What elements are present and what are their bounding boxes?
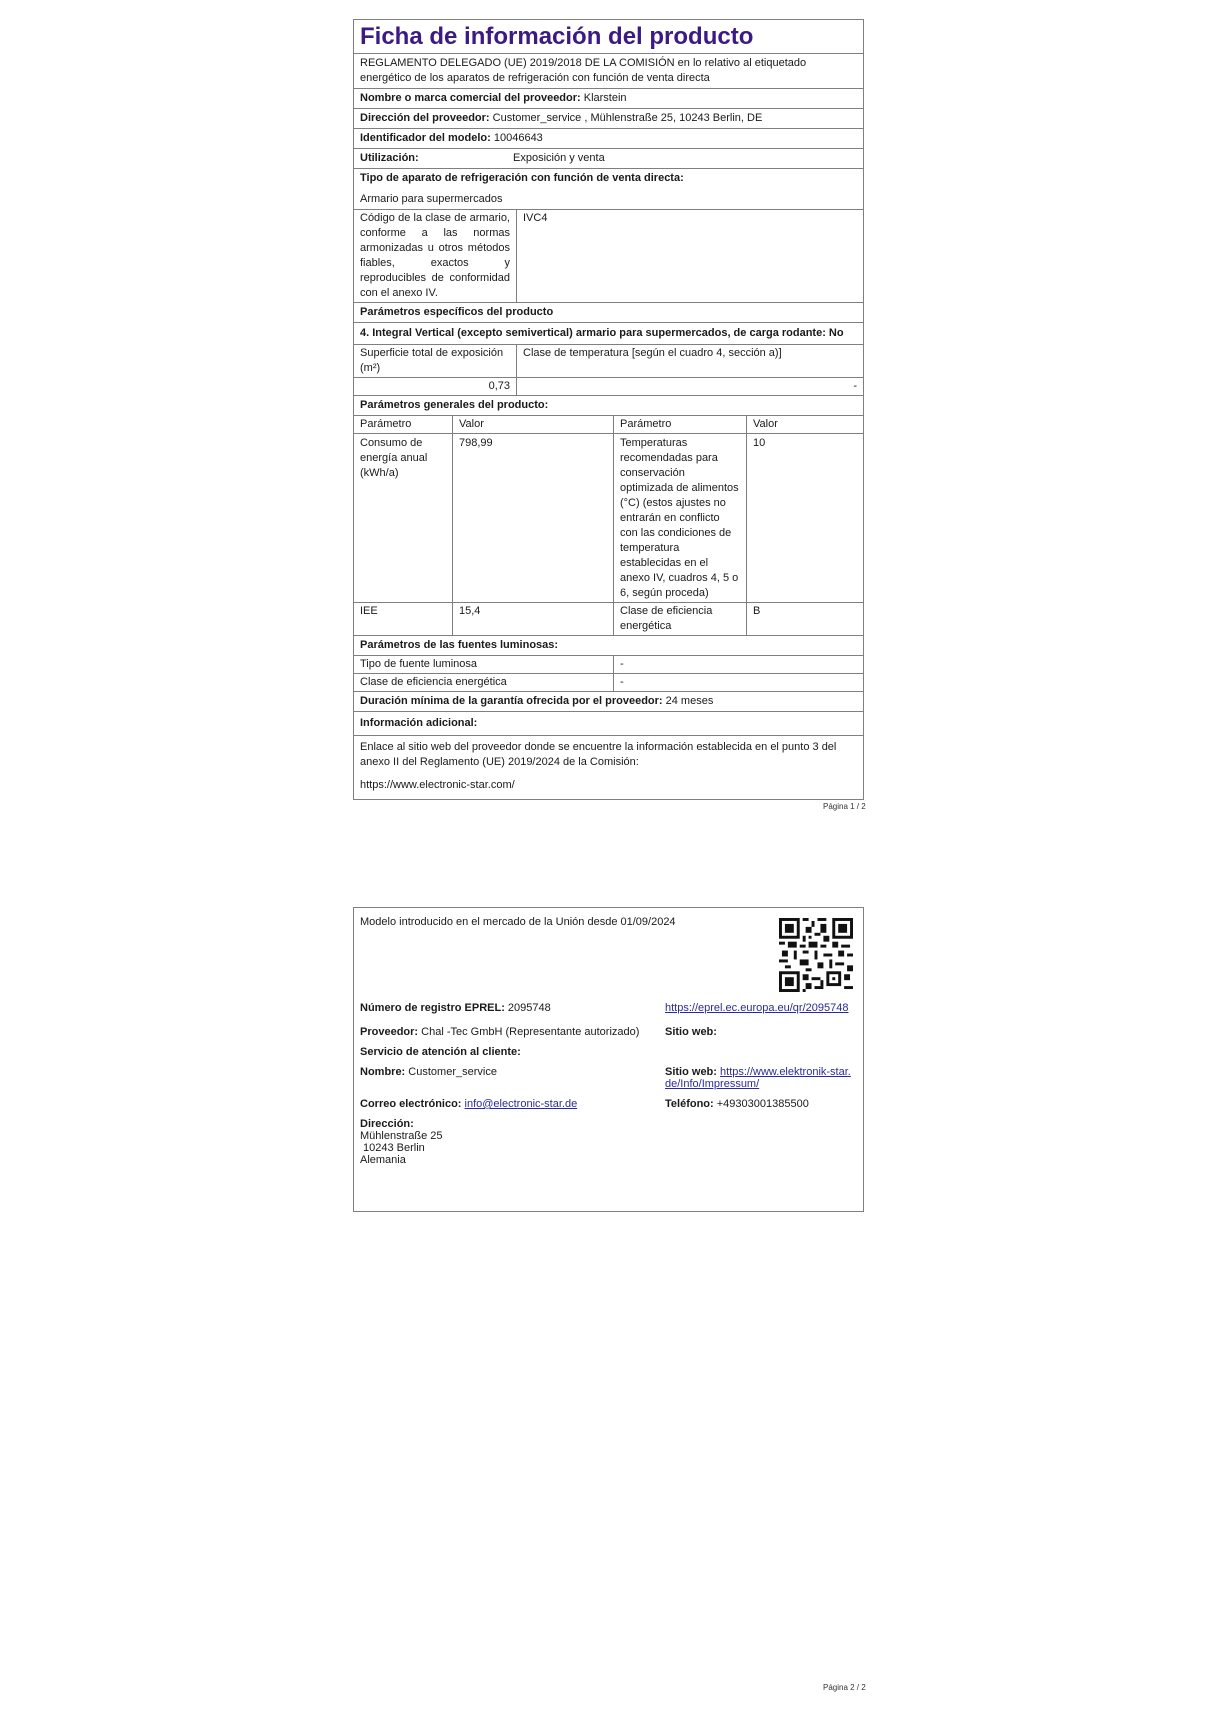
product-info-sheet	[353, 19, 864, 800]
cell-value-1: 798,99	[453, 434, 614, 602]
additional-info-text: Enlace al sitio web del proveedor donde se encuentre la información establecida en el punto 3 del anexo II del Reglamento (UE) 2019/2024 de la Comisión:	[360, 741, 837, 768]
warranty-row	[354, 692, 863, 712]
category-heading: 4. Integral Vertical (excepto semivertical) armario para supermercados, de carga rodante: No	[354, 323, 863, 345]
light-class-value: -	[620, 676, 624, 688]
address-line: Alemania	[360, 1154, 406, 1166]
header-param-1: Parámetro	[354, 416, 453, 433]
temp-class-label: Clase de temperatura [según el cuadro 4, sección a)]	[523, 347, 782, 359]
eprel-block	[360, 1002, 665, 1014]
light-type-label: Tipo de fuente luminosa	[354, 656, 614, 673]
customer-website-link[interactable]: https://www.elektronik-star.de/Info/Impressum/	[665, 1066, 851, 1090]
eprel-link[interactable]: https://eprel.ec.europa.eu/qr/2095748	[665, 1002, 849, 1014]
supplier-name-label: Nombre o marca comercial del proveedor:	[360, 92, 581, 104]
cabinet-class-value: IVC4	[523, 212, 548, 224]
eprel-value: 2095748	[507, 1002, 551, 1014]
light-type-value: -	[620, 658, 624, 670]
cell-value-2: 10	[753, 437, 766, 449]
customer-website-label: Sitio web:	[665, 1066, 717, 1078]
light-type-row	[354, 656, 863, 674]
customer-website-block	[665, 1066, 855, 1090]
eprel-row	[360, 1002, 857, 1014]
customer-name-block	[360, 1066, 665, 1090]
model-value: 10046643	[493, 132, 543, 144]
general-params-heading: Parámetros generales del producto:	[354, 396, 863, 416]
page-number: Página 2 / 2	[823, 1683, 866, 1692]
use-value: Exposición y venta	[513, 152, 605, 164]
light-class-label: Clase de eficiencia energética	[354, 674, 614, 691]
customer-name-label: Nombre:	[360, 1066, 406, 1078]
address-line: Mühlenstraße 25	[360, 1130, 443, 1142]
header-value-2: Valor	[753, 418, 778, 430]
display-area-row	[354, 345, 863, 378]
eprel-label: Número de registro EPREL:	[360, 1002, 505, 1014]
supplier-name-value: Klarstein	[583, 92, 627, 104]
model-label: Identificador del modelo:	[360, 132, 491, 144]
cabinet-class-label: Código de la clase de armario, conforme a las normas armonizadas u otros métodos fiables, exactos y reproducibles de conformidad con el anexo IV.	[354, 210, 517, 302]
eprel-link-block	[665, 1002, 855, 1014]
specific-params-heading: Parámetros específicos del producto	[354, 303, 863, 323]
phone-block	[665, 1098, 855, 1110]
contact-row	[360, 1098, 857, 1110]
supplier-website-link[interactable]: https://www.electronic-star.com/	[360, 779, 515, 791]
supplier-address-row	[354, 109, 863, 129]
eprel-info-sheet	[353, 907, 864, 1212]
light-params-heading: Parámetros de las fuentes luminosas:	[354, 636, 863, 656]
warranty-label: Duración mínima de la garantía ofrecida por el proveedor:	[360, 695, 663, 707]
cell-param-2: Temperaturas recomendadas para conservación optimizada de alimentos (°C) (estos ajustes no entrarán en conflicto con las condiciones de temperatura establecidas en el anexo IV, cuadros 4, 5 o 6, según proceda)	[614, 434, 747, 602]
provider-website-label: Sitio web:	[665, 1026, 717, 1038]
customer-name-value: Customer_service	[408, 1066, 497, 1078]
display-area-values-row	[354, 378, 863, 396]
header-value-1: Valor	[453, 416, 614, 433]
additional-info-block	[354, 736, 863, 799]
phone-value: +49303001385500	[716, 1098, 809, 1110]
email-link[interactable]: info@electronic-star.de	[464, 1098, 578, 1110]
model-row	[354, 129, 863, 149]
provider-website-block	[665, 1026, 855, 1038]
cell-value-1: 15,4	[453, 603, 614, 635]
customer-service-heading: Servicio de atención al cliente:	[360, 1046, 521, 1058]
table-row	[354, 434, 863, 603]
appliance-type-value: Armario para supermercados	[354, 188, 863, 210]
qr-code-icon	[779, 918, 853, 992]
cell-param-1: IEE	[354, 603, 453, 635]
provider-label: Proveedor:	[360, 1026, 419, 1038]
use-label: Utilización:	[360, 152, 419, 164]
supplier-address-value: Customer_service , Mühlenstraße 25, 10243 Berlin, DE	[492, 112, 763, 124]
email-block	[360, 1098, 665, 1110]
cell-param-2: Clase de eficiencia energética	[614, 603, 747, 635]
table-row	[354, 603, 863, 636]
regulation-text: REGLAMENTO DELEGADO (UE) 2019/2018 DE LA COMISIÓN en lo relativo al etiquetado energético de los aparatos de refrigeración con función de venta directa	[354, 54, 863, 89]
display-area-label: Superficie total de exposición (m²)	[354, 345, 517, 377]
use-row	[354, 149, 863, 169]
address-label: Dirección:	[360, 1118, 414, 1130]
display-area-value: 0,73	[354, 378, 517, 395]
cell-value-2: B	[753, 605, 761, 617]
provider-value: Chal -Tec GmbH (Representante autorizado)	[421, 1026, 640, 1038]
supplier-name-row	[354, 89, 863, 109]
light-class-row	[354, 674, 863, 692]
address-line: 10243 Berlin	[363, 1142, 425, 1154]
cell-param-1: Consumo de energía anual (kWh/a)	[354, 434, 453, 602]
warranty-value: 24 meses	[665, 695, 714, 707]
email-label: Correo electrónico:	[360, 1098, 462, 1110]
supplier-address-label: Dirección del proveedor:	[360, 112, 490, 124]
general-table-header	[354, 416, 863, 434]
temp-class-value: -	[853, 380, 857, 392]
cabinet-class-row	[354, 210, 863, 303]
phone-label: Teléfono:	[665, 1098, 714, 1110]
additional-info-heading: Información adicional:	[354, 712, 863, 736]
address-block	[360, 1118, 857, 1166]
appliance-type-label-text: Tipo de aparato de refrigeración con función de venta directa:	[360, 172, 684, 184]
customer-name-row	[360, 1066, 857, 1090]
sheet-title: Ficha de información del producto	[354, 20, 863, 54]
provider-row	[360, 1026, 857, 1038]
provider-block	[360, 1026, 665, 1038]
market-date-text: Modelo introducido en el mercado de la Unión desde 01/09/2024	[360, 916, 676, 928]
header-param-2: Parámetro	[614, 416, 747, 433]
appliance-type-label	[354, 169, 863, 188]
page-number: Página 1 / 2	[823, 802, 866, 811]
